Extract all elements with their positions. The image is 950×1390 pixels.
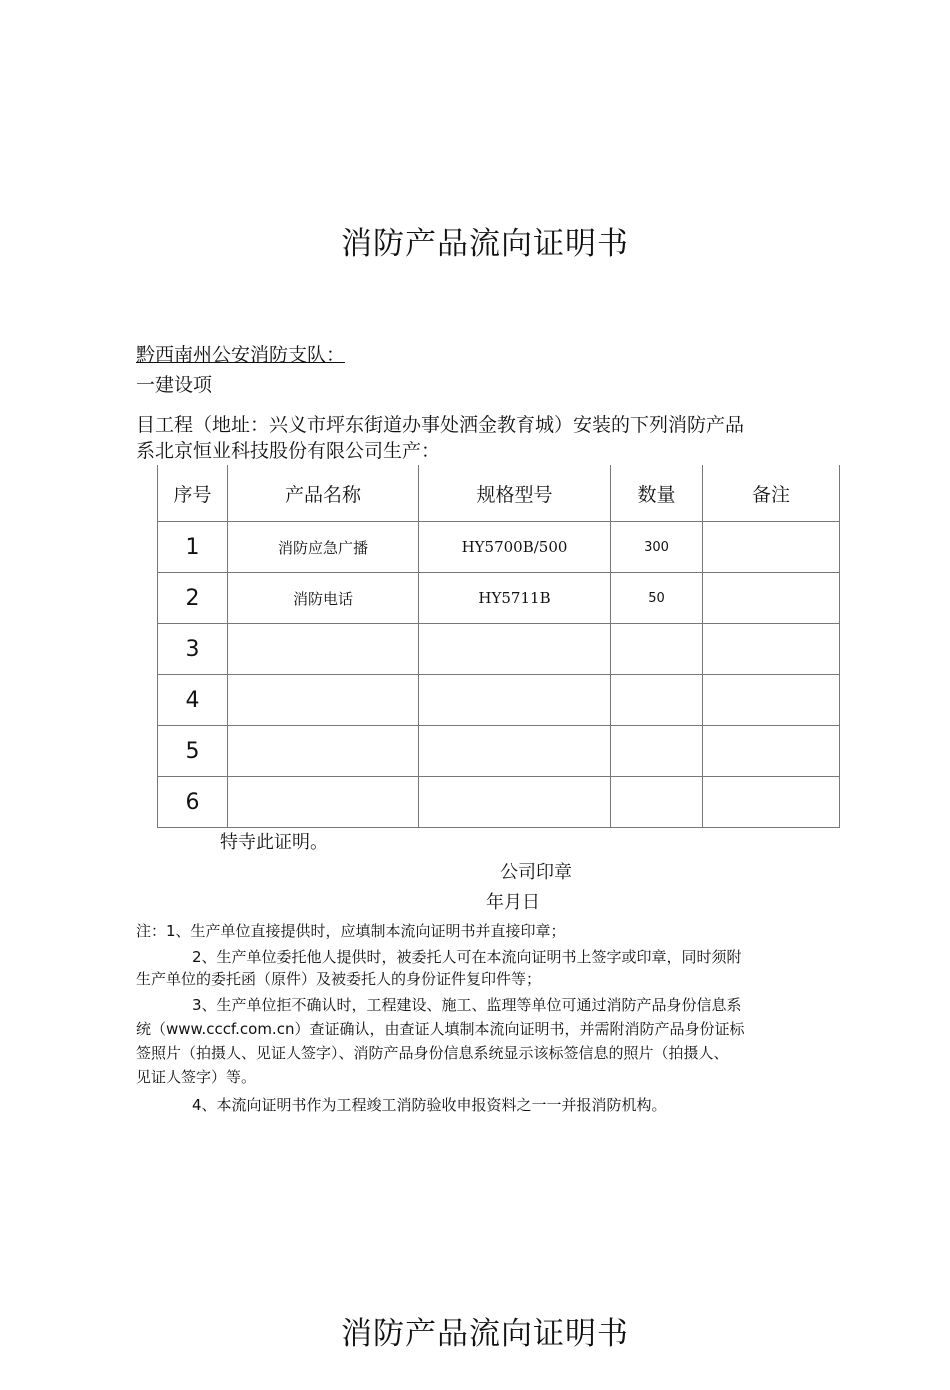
cell-index: 5 — [158, 726, 228, 777]
cell-product-name — [228, 726, 419, 777]
cell-model — [419, 624, 611, 675]
cell-quantity — [611, 675, 703, 726]
cell-quantity: 50 — [611, 573, 703, 624]
date-label: 年月日 — [486, 892, 540, 913]
cell-product-name: 消防电话 — [228, 573, 419, 624]
table-row — [158, 777, 840, 828]
product-table — [157, 465, 840, 828]
note-3-line-1: 3、生产单位拒不确认时，工程建设、施工、监理等单位可通过消防产品身份信息系 — [192, 996, 742, 1014]
note-3-line-2: 统（www.cccf.com.cn）查证确认，由查证人填制本流向证明书，并需附消防产品身份证标 — [136, 1020, 745, 1038]
addressee: 黔西南州公安消防支队： — [136, 344, 346, 366]
cell-remarks — [703, 624, 840, 675]
table-row — [158, 726, 840, 777]
cell-product-name — [228, 624, 419, 675]
note-3-line-4: 见证人签字）等。 — [136, 1068, 257, 1086]
note-2-line-2: 生产单位的委托函（原件）及被委托人的身份证件复印件等； — [136, 970, 542, 988]
certify-statement: 特寺此证明。 — [220, 832, 328, 853]
cell-remarks — [703, 726, 840, 777]
body-text-line-2: 系北京恒业科技股份有限公司生产： — [136, 440, 441, 462]
cell-index: 3 — [158, 624, 228, 675]
cell-quantity: 300 — [611, 522, 703, 573]
cell-model: HY5700B/500 — [419, 522, 611, 573]
cell-remarks — [703, 777, 840, 828]
note-1: 注：1、生产单位直接提供时，应填制本流向证明书并直接印章； — [136, 922, 566, 940]
header-index: 序号 — [158, 465, 228, 522]
note-4: 4、本流向证明书作为工程竣工消防验收申报资料之一一并报消防机构。 — [192, 1096, 667, 1114]
cell-index: 6 — [158, 777, 228, 828]
cell-remarks — [703, 522, 840, 573]
cell-model — [419, 777, 611, 828]
note-2-line-1: 2、生产单位委托他人提供时，被委托人可在本流向证明书上签字或印章，同时须附 — [192, 948, 742, 966]
company-seal-label: 公司印章 — [500, 862, 572, 883]
cell-quantity — [611, 624, 703, 675]
table-row — [158, 624, 840, 675]
table-row — [158, 522, 840, 573]
cell-model — [419, 726, 611, 777]
cell-index: 4 — [158, 675, 228, 726]
cell-remarks — [703, 675, 840, 726]
cell-product-name — [228, 777, 419, 828]
cell-quantity — [611, 777, 703, 828]
cell-remarks — [703, 573, 840, 624]
cell-product-name: 消防应急广播 — [228, 522, 419, 573]
header-model: 规格型号 — [419, 465, 611, 522]
table-row — [158, 675, 840, 726]
cell-model — [419, 675, 611, 726]
cell-index: 2 — [158, 573, 228, 624]
table-row — [158, 573, 840, 624]
next-page-title: 消防产品流向证明书 — [341, 1316, 629, 1352]
page-title: 消防产品流向证明书 — [341, 226, 629, 262]
note-3-line-3: 签照片（拍摄人、见证人签字）、消防产品身份信息系统显示该标签信息的照片（拍摄人、 — [136, 1044, 729, 1062]
intro-line: 一建设项 — [136, 374, 213, 396]
header-remarks: 备注 — [703, 465, 840, 522]
table-header-row — [158, 465, 840, 522]
header-quantity: 数量 — [611, 465, 703, 522]
cell-model: HY5711B — [419, 573, 611, 624]
cell-product-name — [228, 675, 419, 726]
header-product-name: 产品名称 — [228, 465, 419, 522]
body-text-line-1: 目工程（地址：兴义市坪东街道办事处洒金教育城）安装的下列消防产品 — [136, 414, 745, 436]
cell-index: 1 — [158, 522, 228, 573]
cell-quantity — [611, 726, 703, 777]
